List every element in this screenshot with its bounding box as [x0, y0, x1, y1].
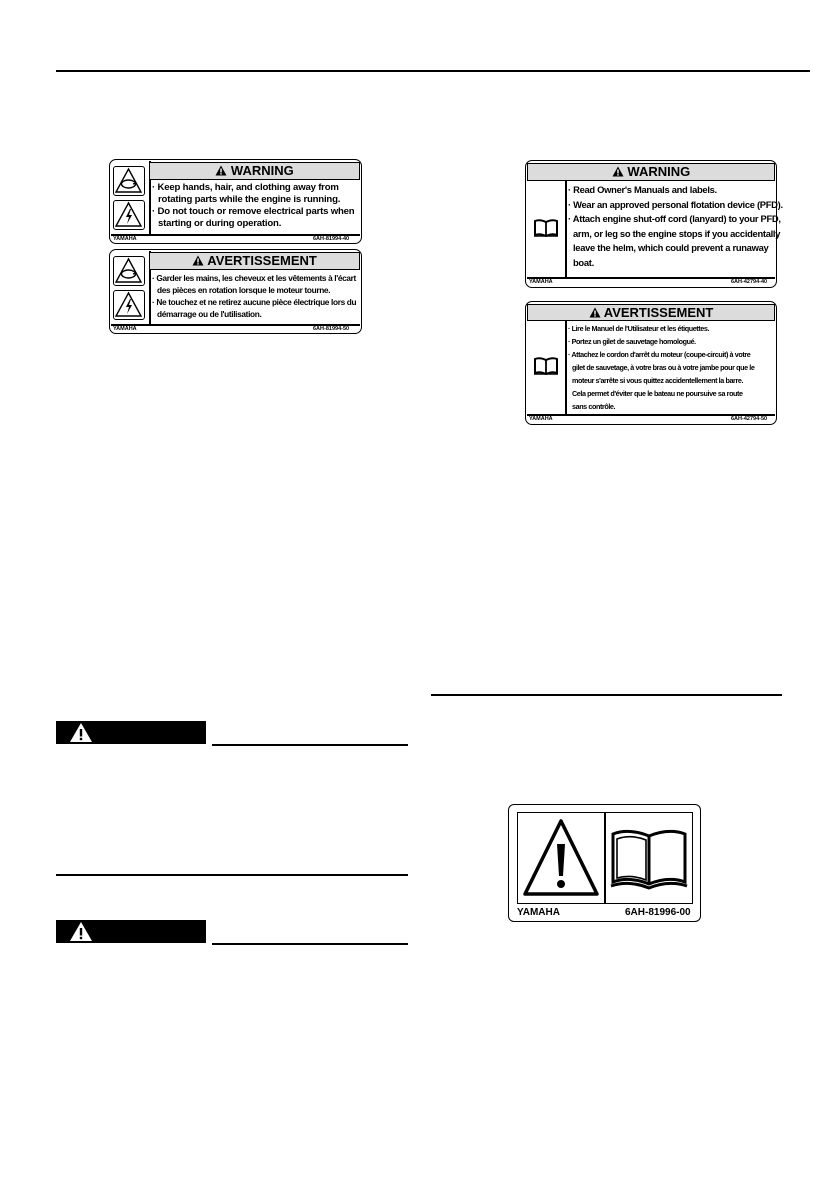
- electric-shock-icon: [113, 290, 145, 320]
- rotation-icon: [113, 256, 145, 286]
- header-rule: [56, 70, 810, 72]
- warning-heading: WARNING: [149, 162, 360, 180]
- part-number: 6AH-81996-00: [625, 907, 691, 918]
- warning-triangle-icon: [68, 721, 94, 744]
- warning-exclamation-icon: [521, 816, 601, 907]
- avertissement-heading: AVERTISSEMENT: [149, 252, 360, 270]
- avertissement-text: · Lire le Manuel de l'Utilisateur et les étiquettes. · Portez un gilet de sauvetage homologué. · Attachez le cordon d'arrêt du moteur (coupe-circuit) à votre gilet de sauvetage, à votre bras ou à votre jambe pour que le moteur s'arrête si vous quittez accidentellement la barre. Cela permet d'éviter que le bateau ne poursuive sa route sans contrôle.: [568, 324, 755, 411]
- open-book-icon: [609, 826, 689, 897]
- part-number: 6AH-81994-50: [313, 326, 350, 332]
- part-number: 6AH-42794-50: [731, 416, 768, 422]
- electric-shock-icon: [113, 200, 145, 230]
- rotation-icon: [113, 166, 145, 196]
- brand-text: YAMAHA: [113, 326, 137, 332]
- warning-triangle-icon: [192, 253, 204, 269]
- brand-text: YAMAHA: [517, 907, 560, 918]
- section-rule: [56, 874, 408, 876]
- warning-bar: [56, 920, 206, 943]
- warning-triangle-icon: [589, 305, 601, 320]
- warning-triangle-icon: [612, 164, 624, 180]
- warning-bar: [56, 721, 206, 744]
- avertissement-text: · Garder les mains, les cheveux et les vêtements à l'écart des pièces en rotation lorsque le moteur tourne. · Ne touchez et ne retirez aucune pièce électrique lors du démarrage ou de l'utilisation.: [152, 273, 357, 319]
- section-rule: [431, 694, 782, 696]
- part-number: 6AH-42794-40: [731, 279, 768, 285]
- section-rule: [212, 943, 408, 945]
- brand-text: YAMAHA: [113, 236, 137, 242]
- brand-text: YAMAHA: [529, 279, 553, 285]
- section-rule: [212, 744, 408, 746]
- book-icon: [533, 218, 559, 243]
- warning-triangle-icon: [215, 163, 227, 179]
- part-number: 6AH-81994-40: [313, 236, 350, 242]
- avertissement-heading: AVERTISSEMENT: [527, 304, 775, 321]
- warning-text: · Keep hands, hair, and clothing away from rotating parts while the engine is running. · Do not touch or remove electrical parts when starting or during operation.: [152, 182, 355, 229]
- warning-triangle-icon: [68, 920, 94, 943]
- brand-text: YAMAHA: [529, 416, 553, 422]
- book-icon: [533, 356, 559, 381]
- warning-heading: WARNING: [527, 163, 775, 181]
- warning-text: · Read Owner's Manuals and labels. · Wear an approved personal flotation device (PFD). · Attach engine shut-off cord (lanyard) to your PFD, arm, or leg so the engine stops if you accidentally leave the helm, which could prevent a runaway boat.: [568, 184, 783, 268]
